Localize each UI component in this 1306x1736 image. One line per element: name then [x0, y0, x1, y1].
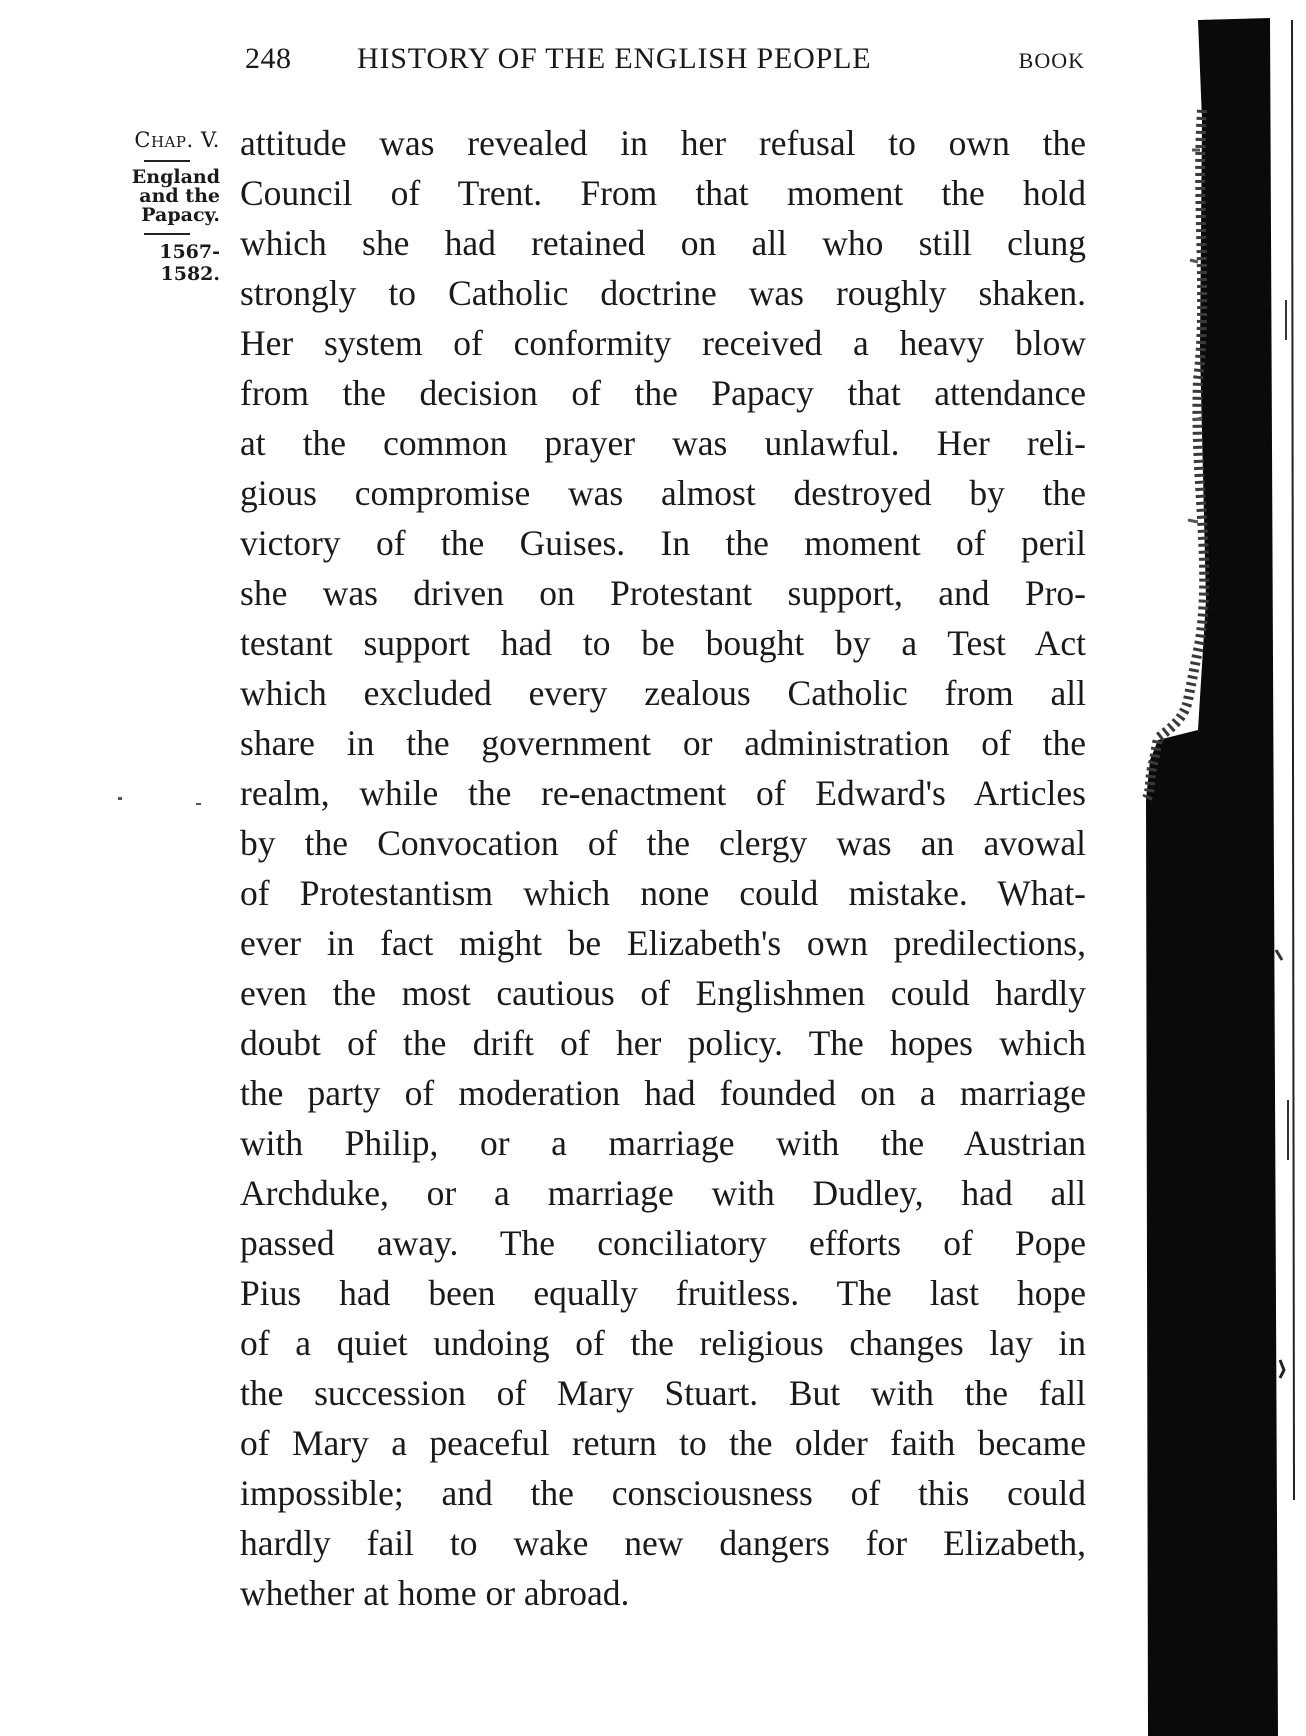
date-range: 1567-1582. — [159, 241, 220, 285]
page-number: 248 — [245, 42, 292, 75]
chapter-label: Chap. V. — [134, 128, 220, 152]
text-line: whether at home or abroad. — [240, 1573, 630, 1613]
text-line: at the common prayer was unlawful. Her reli- — [240, 423, 1086, 463]
text-line: the succession of Mary Stuart. But with the fall — [240, 1373, 1086, 1413]
margin-rule — [144, 160, 190, 162]
text-line: Her system of conformity received a heavy blow — [240, 323, 1086, 363]
text-line: of Mary a peaceful return to the older faith became — [240, 1423, 1086, 1463]
text-line: Council of Trent. From that moment the hold — [240, 173, 1086, 213]
text-line: even the most cautious of Englishmen could hardly — [240, 973, 1086, 1013]
text-line: with Philip, or a marriage with the Austrian — [240, 1123, 1086, 1163]
text-line: testant support had to be bought by a Test Act — [240, 623, 1086, 663]
scan-gutter-shadow — [1128, 0, 1306, 1736]
margin-rule — [144, 233, 190, 235]
text-line: by the Convocation of the clergy was an avowal — [240, 823, 1086, 863]
topic-line-3: Papacy. — [141, 204, 220, 226]
body-text — [240, 118, 1086, 1618]
topic-line-1: England — [131, 166, 220, 188]
text-line: doubt of the drift of her policy. The hopes which — [240, 1023, 1086, 1063]
margin-notes — [100, 128, 220, 285]
running-head — [245, 42, 1085, 82]
text-line: gious compromise was almost destroyed by the — [240, 473, 1086, 513]
running-title: HISTORY OF THE ENGLISH PEOPLE — [357, 42, 872, 75]
text-line: of a quiet undoing of the religious changes lay in — [240, 1323, 1086, 1363]
text-line: she was driven on Protestant support, and Pro- — [240, 573, 1086, 613]
topic-line-2: and the — [139, 185, 220, 207]
text-line: ever in fact might be Elizabeth's own predilections, — [240, 923, 1086, 963]
text-line: realm, while the re-enactment of Edward's Articles — [240, 773, 1086, 813]
text-line: which she had retained on all who still clung — [240, 223, 1086, 263]
text-line: passed away. The conciliatory efforts of Pope — [240, 1223, 1086, 1263]
text-line: from the decision of the Papacy that attendance — [240, 373, 1086, 413]
text-line: attitude was revealed in her refusal to own the — [240, 123, 1086, 163]
scan-specks — [118, 795, 208, 809]
text-line: of Protestantism which none could mistake. What- — [240, 873, 1086, 913]
text-line: strongly to Catholic doctrine was roughly shaken. — [240, 273, 1086, 313]
text-line: impossible; and the consciousness of this could — [240, 1473, 1086, 1513]
text-line: hardly fail to wake new dangers for Elizabeth, — [240, 1523, 1086, 1563]
text-line: victory of the Guises. In the moment of peril — [240, 523, 1086, 563]
text-line: which excluded every zealous Catholic from all — [240, 673, 1086, 713]
book-label: BOOK — [1018, 48, 1085, 73]
text-line: Pius had been equally fruitless. The last hope — [240, 1273, 1086, 1313]
text-line: share in the government or administration of the — [240, 723, 1086, 763]
text-line: the party of moderation had founded on a marriage — [240, 1073, 1086, 1113]
text-line: Archduke, or a marriage with Dudley, had all — [240, 1173, 1086, 1213]
